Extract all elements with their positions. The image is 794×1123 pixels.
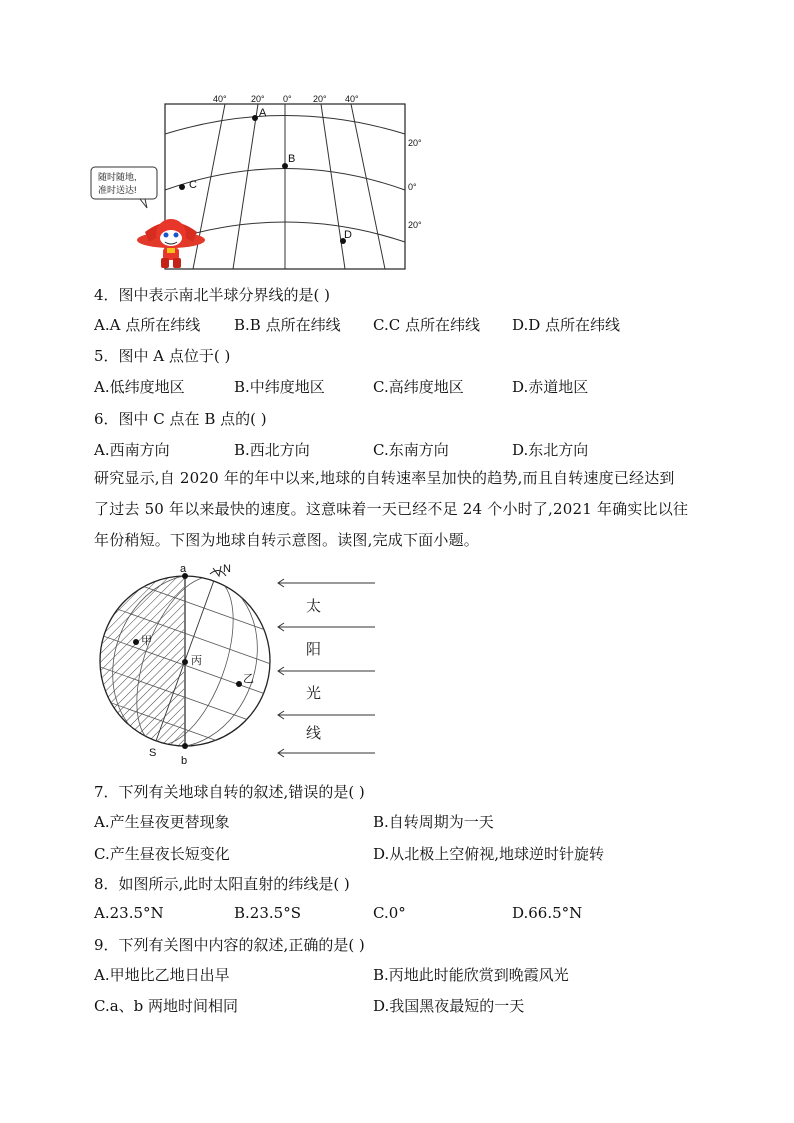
top-label-1: 40° xyxy=(213,94,227,104)
point-b-label: B xyxy=(288,153,296,165)
label-s: S xyxy=(149,747,157,759)
q8-option-d[interactable]: D.66.5°N xyxy=(512,904,583,922)
right-label-2: 0° xyxy=(408,182,417,192)
q9-option-b[interactable]: B.丙地此时能欣赏到晚霞风光 xyxy=(373,966,569,984)
q7-option-b[interactable]: B.自转周期为一天 xyxy=(373,813,494,831)
right-label-1: 20° xyxy=(408,138,422,148)
q4-stem: 4．图中表示南北半球分界线的是( ) xyxy=(94,286,331,304)
q7-option-c[interactable]: C.产生昼夜长短变化 xyxy=(94,845,230,863)
passage-line-1: 研究显示,自 2020 年的年中以来,地球的自转速率呈加快的趋势,而且自转速度已经达到 xyxy=(94,469,675,487)
q8-option-a[interactable]: A.23.5°N xyxy=(94,904,164,922)
q8-stem: 8．如图所示,此时太阳直射的纬线是( ) xyxy=(94,875,350,893)
label-b: b xyxy=(181,755,188,767)
point-b-globe xyxy=(182,743,188,749)
graticule-map-figure xyxy=(85,92,422,272)
sun-text-1: 太 xyxy=(306,597,322,615)
label-n: N xyxy=(223,563,231,575)
q9-option-a[interactable]: A.甲地比乙地日出早 xyxy=(94,966,230,984)
speech-line-1: 随时随地, xyxy=(98,172,137,182)
q6-option-d[interactable]: D.东北方向 xyxy=(512,441,589,459)
reading-passage xyxy=(94,463,694,556)
top-label-2: 20° xyxy=(251,94,265,104)
point-d-label: D xyxy=(344,229,352,241)
top-label-5: 40° xyxy=(345,94,359,104)
point-jia xyxy=(133,639,139,645)
passage-line-3: 年份稍短。下图为地球自转示意图。读图,完成下面小题。 xyxy=(94,531,479,549)
top-label-3: 0° xyxy=(283,94,292,104)
q9-option-d[interactable]: D.我国黑夜最短的一天 xyxy=(373,997,525,1015)
label-jia: 甲 xyxy=(141,635,152,647)
q6-option-c[interactable]: C.东南方向 xyxy=(373,441,449,459)
point-bing xyxy=(182,659,188,665)
label-bing: 丙 xyxy=(191,655,202,667)
q6-stem: 6．图中 C 点在 B 点的( ) xyxy=(94,410,267,428)
q7-stem: 7．下列有关地球自转的叙述,错误的是( ) xyxy=(94,783,365,801)
point-a-dot xyxy=(252,115,258,121)
passage-line-2: 了过去 50 年以来最快的速度。这意味着一天已经不足 24 个小时了,2021 年确实比以往 xyxy=(94,500,689,518)
q8-option-c[interactable]: C.0° xyxy=(373,904,406,922)
sun-text-2: 阳 xyxy=(306,640,322,658)
q8-option-b[interactable]: B.23.5°S xyxy=(234,904,301,922)
top-label-4: 20° xyxy=(313,94,327,104)
point-yi xyxy=(236,681,242,687)
speech-line-2: 准时送达! xyxy=(98,185,137,195)
sunlight-arrows xyxy=(270,575,380,755)
q7-option-d[interactable]: D.从北极上空俯视,地球逆时针旋转 xyxy=(373,845,605,863)
q6-option-b[interactable]: B.西北方向 xyxy=(234,441,310,459)
q5-option-c[interactable]: C.高纬度地区 xyxy=(373,378,464,396)
q7-option-a[interactable]: A.产生昼夜更替现象 xyxy=(94,813,230,831)
sun-text-4: 线 xyxy=(306,724,322,742)
q5-option-d[interactable]: D.赤道地区 xyxy=(512,378,589,396)
point-c-label: C xyxy=(189,179,197,191)
q5-stem: 5．图中 A 点位于( ) xyxy=(94,347,231,365)
right-label-3: 20° xyxy=(408,220,422,230)
q5-option-b[interactable]: B.中纬度地区 xyxy=(234,378,325,396)
point-a-label: A xyxy=(259,107,267,119)
label-a: a xyxy=(180,563,187,575)
sun-text-3: 光 xyxy=(306,684,322,702)
label-yi: 乙 xyxy=(243,673,254,685)
q4-option-a[interactable]: A.A 点所在纬线 xyxy=(94,316,201,334)
point-c-dot xyxy=(179,184,185,190)
q4-option-b[interactable]: B.B 点所在纬线 xyxy=(234,316,341,334)
q4-option-c[interactable]: C.C 点所在纬线 xyxy=(373,316,480,334)
q9-option-c[interactable]: C.a、b 两地时间相同 xyxy=(94,997,239,1015)
speech-bubble xyxy=(91,167,157,208)
q6-option-a[interactable]: A.西南方向 xyxy=(94,441,170,459)
q4-option-d[interactable]: D.D 点所在纬线 xyxy=(512,316,621,334)
q5-option-a[interactable]: A.低纬度地区 xyxy=(94,378,185,396)
q9-stem: 9．下列有关图中内容的叙述,正确的是( ) xyxy=(94,936,365,954)
